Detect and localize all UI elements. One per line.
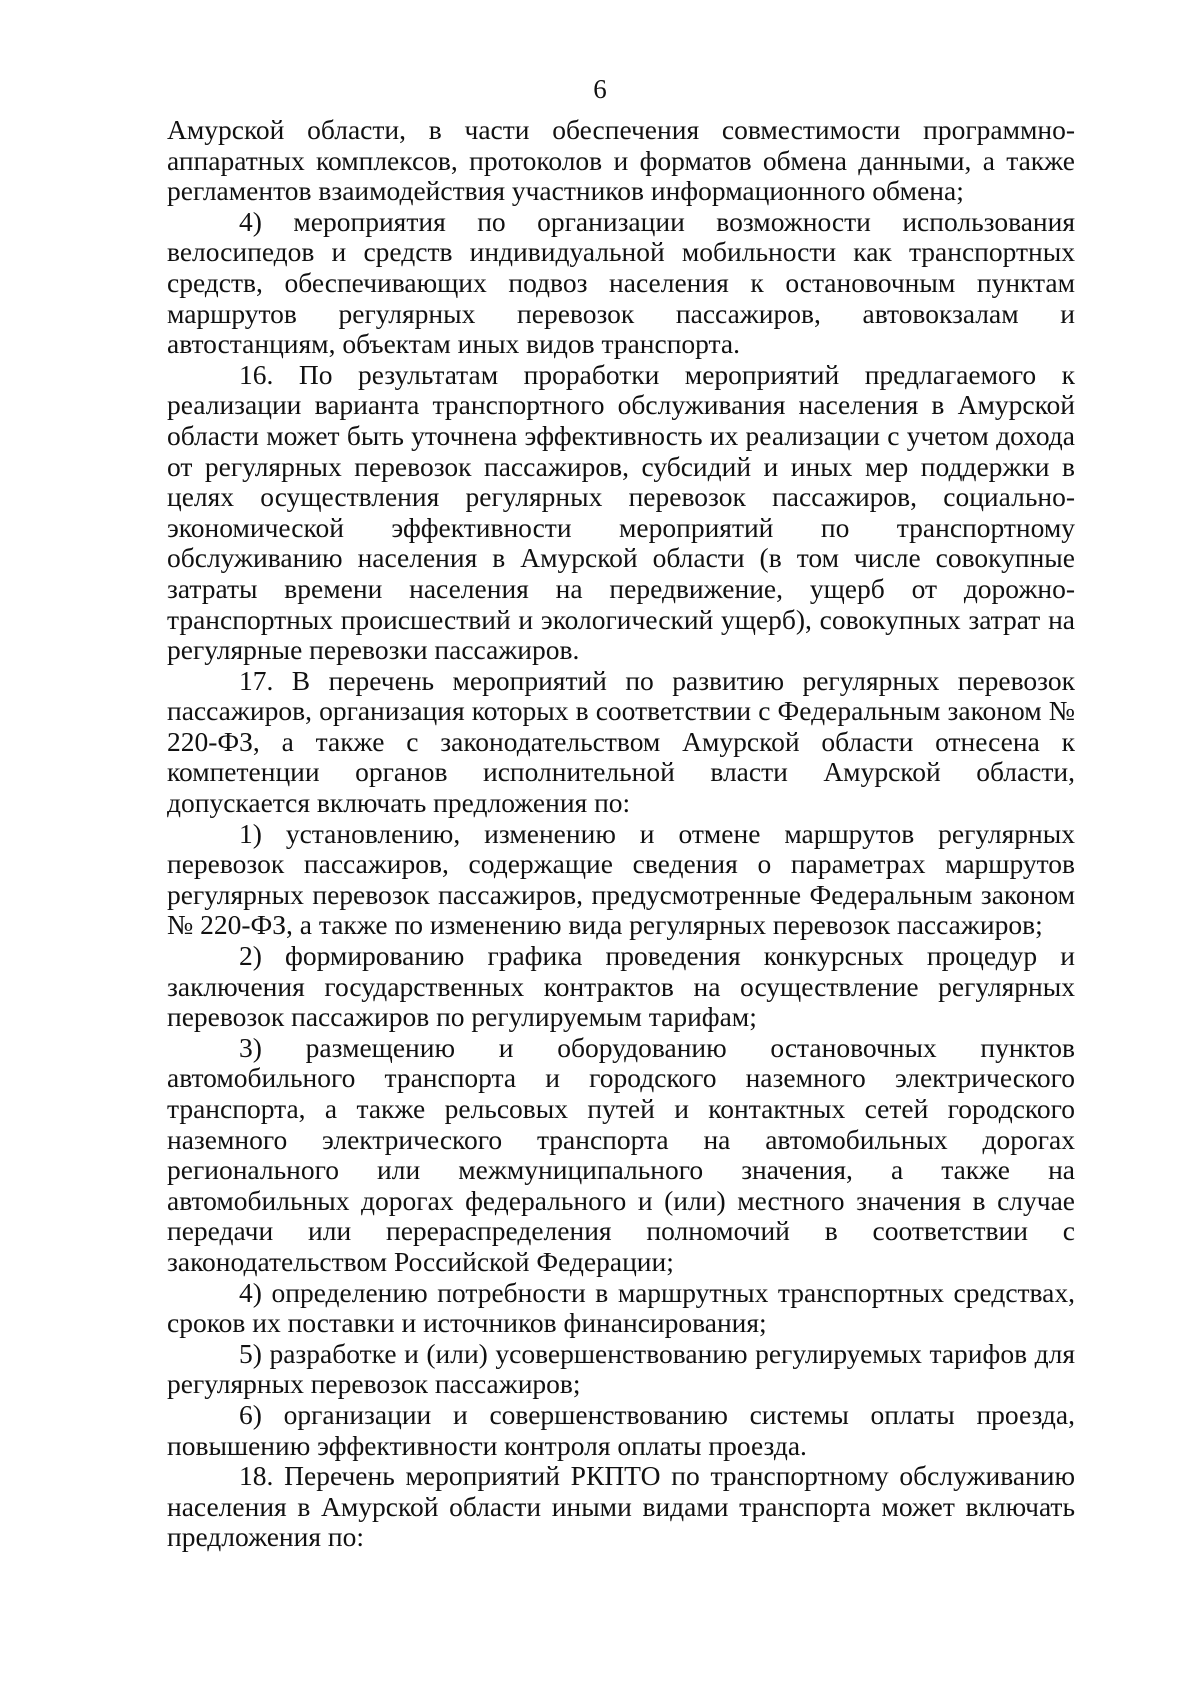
- list-item-1: 1) установлению, изменению и отмене маршрутов регулярных перевозок пассажиров, содержащие сведения о параметрах маршрутов регулярных перевозок пассажиров, предусмотренные Федеральным законом № 220-ФЗ, а также по изменению вида регулярных перевозок пассажиров;: [167, 817, 1075, 941]
- paragraph-continuation: Амурской области, в части обеспечения совместимости программно-аппаратных комплексов, протоколов и форматов обмена данными, а также регламентов взаимодействия участников информационного обмена;: [167, 114, 1075, 207]
- list-item-4: 4) определению потребности в маршрутных транспортных средствах, сроков их поставки и источников финансирования;: [167, 1276, 1075, 1339]
- page-number: 6: [593, 74, 607, 104]
- document-body: [167, 115, 1075, 1553]
- paragraph-16: 16. По результатам проработки мероприятий предлагаемого к реализации варианта транспортного обслуживания населения в Амурской области может быть уточнена эффективность их реализации с учетом дохода от регулярных перевозок пассажиров, субсидий и иных мер поддержки в целях осуществления регулярных перевозок пассажиров, социально-экономической эффективности мероприятий по транспортному обслуживанию населения в Амурской области (в том числе совокупные затраты времени населения на передвижение, ущерб от дорожно-транспортных происшествий и экологический ущерб), совокупных затрат на регулярные перевозки пассажиров.: [167, 358, 1075, 666]
- paragraph-17: 17. В перечень мероприятий по развитию регулярных перевозок пассажиров, организация которых в соответствии с Федеральным законом № 220-ФЗ, а также с законодательством Амурской области отнесена к компетенции органов исполнительной власти Амурской области, допускается включать предложения по:: [167, 664, 1075, 819]
- list-item-3: 3) размещению и оборудованию остановочных пунктов автомобильного транспорта и городского наземного электрического транспорта, а также рельсовых путей и контактных сетей городского наземного электрического транспорта на автомобильных дорогах регионального или межмуниципального значения, а также на автомобильных дорогах федерального и (или) местного значения в случае передачи или перераспределения полномочий в соответствии с законодательством Российской Федерации;: [167, 1031, 1075, 1277]
- list-item-2: 2) формированию графика проведения конкурсных процедур и заключения государственных контрактов на осуществление регулярных перевозок пассажиров по регулируемым тарифам;: [167, 940, 1075, 1033]
- list-item-5: 5) разработке и (или) усовершенствованию регулируемых тарифов для регулярных перевозок пассажиров;: [167, 1337, 1075, 1400]
- list-item-4-bicycles: 4) мероприятия по организации возможности использования велосипедов и средств индивидуальной мобильности как транспортных средств, обеспечивающих подвоз населения к остановочным пунктам маршрутов регулярных перевозок пассажиров, автовокзалам и автостанциям, объектам иных видов транспорта.: [167, 205, 1075, 360]
- paragraph-18: 18. Перечень мероприятий РКПТО по транспортному обслуживанию населения в Амурской области иными видами транспорта может включать предложения по:: [167, 1460, 1075, 1553]
- list-item-6: 6) организации и совершенствованию системы оплаты проезда, повышению эффективности контроля оплаты проезда.: [167, 1398, 1075, 1461]
